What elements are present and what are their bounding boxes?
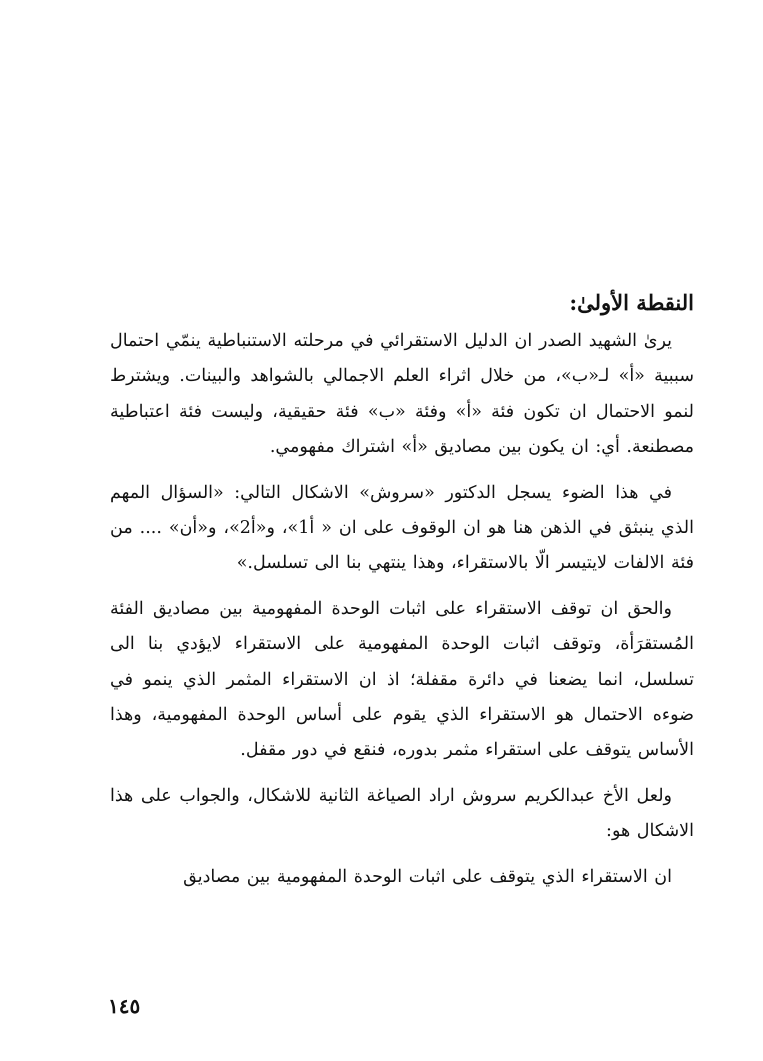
paragraph-2: في هذا الضوء يسجل الدكتور «سروش» الاشكال التالي: «السؤال المهم الذي ينبثق في الذهن هنا هو ان الوقوف على ان « أ1»، و«أ2»، و«أن» .... من فئة الالفات لايتيسر الّا بالاستقراء، وهذا ينتهي بنا الى تسلسل.» (110, 482, 694, 574)
paragraph-1: يرىٰ الشهيد الصدر ان الدليل الاستقرائي في مرحلته الاستنباطية ينمّي احتمال سببية «أ» لـ«ب»، من خلال اثراء العلم الاجمالي بالشواهد والبينات. ويشترط لنمو الاحتمال ان تكون فئة «أ» وفئة «ب» فئة حقيقية، وليست فئة اعتباطية مصطنعة. أي: ان يكون بين مصاديق «أ» اشتراك مفهومي. (110, 331, 694, 458)
page-number: ١٤٥ (108, 994, 141, 1018)
paragraph-4: ولعل الأخ عبدالكريم سروش اراد الصياغة الثانية للاشكال، والجواب على هذا الاشكال هو: (110, 785, 694, 842)
section-heading: النقطة الأولىٰ: (569, 290, 694, 315)
paragraph-5: ان الاستقراء الذي يتوقف على اثبات الوحدة المفهومية بين مصاديق (183, 866, 672, 887)
paragraph-3: والحق ان توقف الاستقراء على اثبات الوحدة المفهومية بين مصاديق الفئة المُستقرَأة، وتوقف اثبات الوحدة المفهومية على الاستقراء لايؤدي بنا الى تسلسل، انما يضعنا في دائرة مقفلة؛ اذ ان الاستقراء المثمر الذي ينمو في ضوءه الاحتمال هو الاستقراء الذي يقوم على أساس الوحدة المفهومية، وهذا الأساس يتوقف على استقراء مثمر بدوره، فنقع في دور مقفل. (110, 598, 694, 761)
page-body (110, 286, 694, 905)
